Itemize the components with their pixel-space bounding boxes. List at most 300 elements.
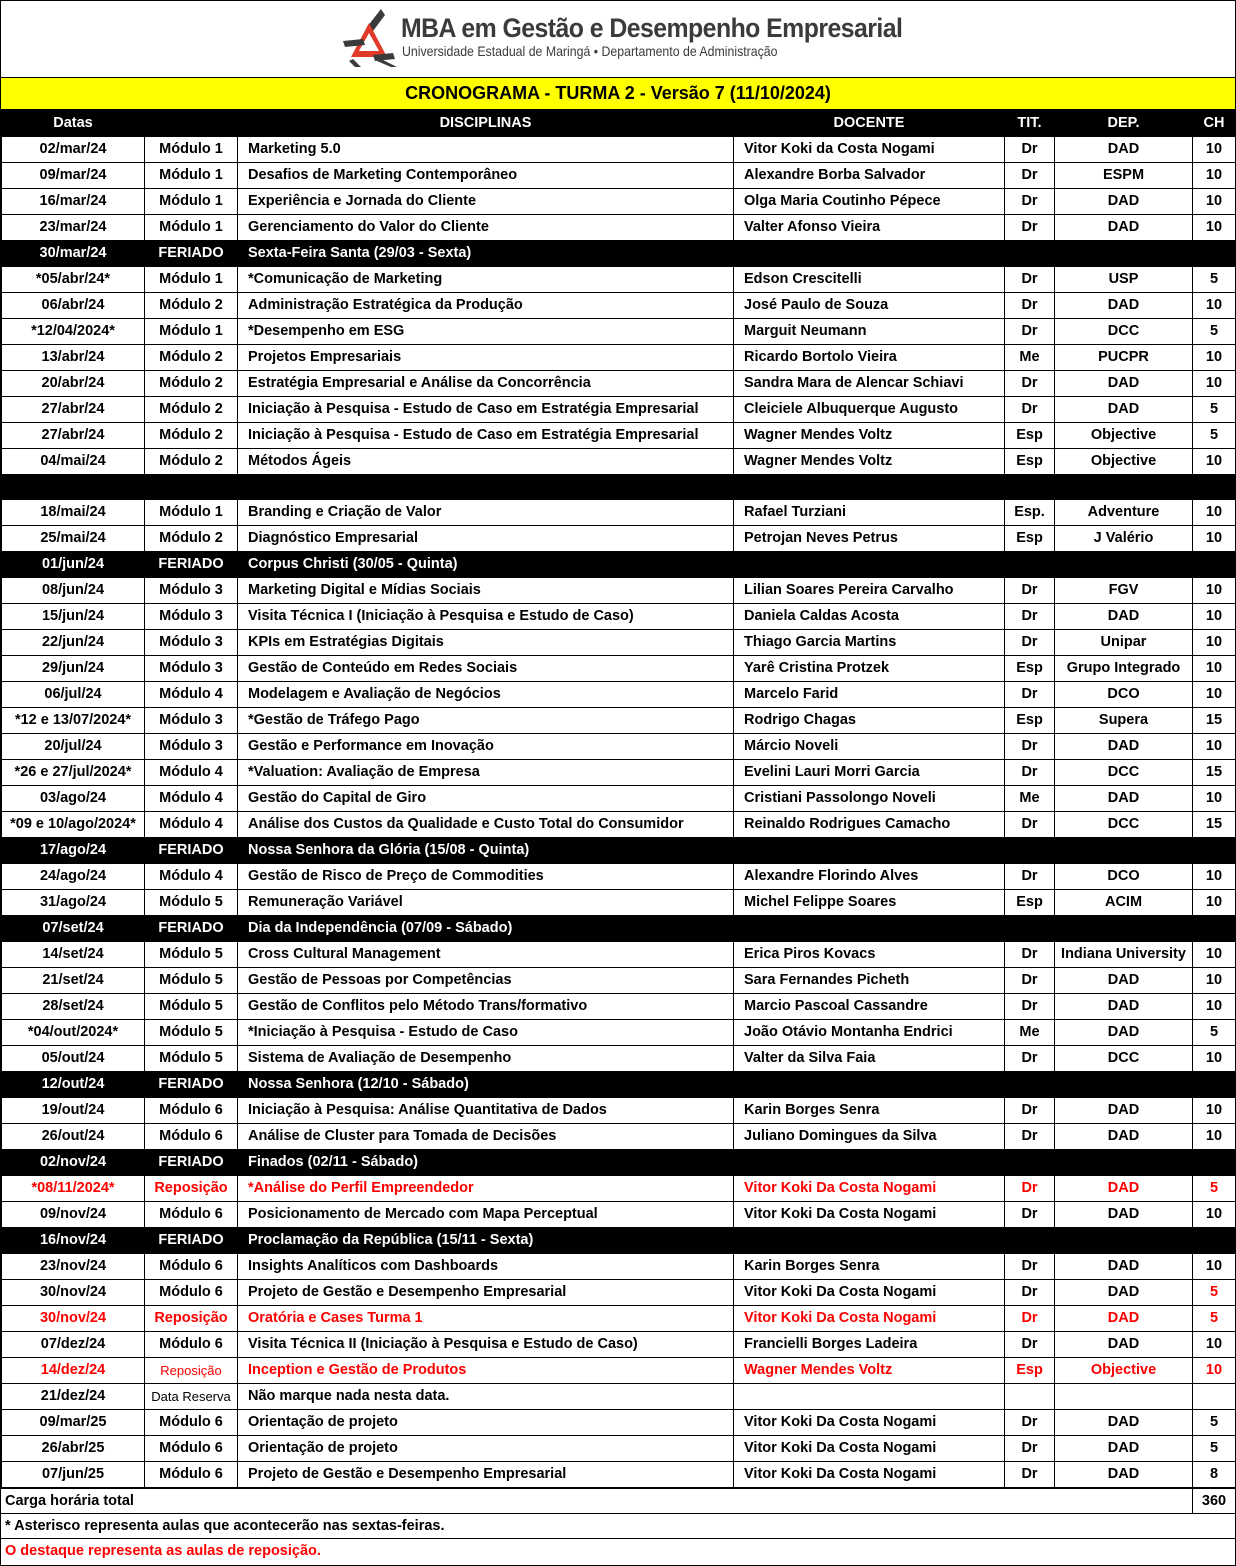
teacher-cell: Cleiciele Albuquerque Augusto bbox=[734, 397, 1005, 423]
teacher-cell: Vitor Koki da Costa Nogami bbox=[734, 137, 1005, 163]
module-cell: Módulo 4 bbox=[145, 760, 238, 786]
dep-cell: ESPM bbox=[1055, 163, 1193, 189]
module-cell: Módulo 5 bbox=[145, 942, 238, 968]
dep-cell: DAD bbox=[1055, 189, 1193, 215]
ch-cell: 10 bbox=[1193, 968, 1236, 994]
dep-cell: DAD bbox=[1055, 1462, 1193, 1488]
dep-cell: DAD bbox=[1055, 1020, 1193, 1046]
date-cell: 02/mar/24 bbox=[2, 137, 145, 163]
table-row bbox=[2, 604, 1236, 630]
discipline-cell: Nossa Senhora (12/10 - Sábado) bbox=[238, 1072, 734, 1098]
dep-cell: DCO bbox=[1055, 682, 1193, 708]
discipline-cell: Oratória e Cases Turma 1 bbox=[238, 1306, 734, 1332]
dep-cell bbox=[1055, 1228, 1193, 1254]
dep-cell: DAD bbox=[1055, 1436, 1193, 1462]
date-cell: 08/jun/24 bbox=[2, 578, 145, 604]
date-cell: *04/out/2024* bbox=[2, 1020, 145, 1046]
date-cell: *12/04/2024* bbox=[2, 319, 145, 345]
date-cell: 09/nov/24 bbox=[2, 1202, 145, 1228]
discipline-cell: Gestão e Performance em Inovação bbox=[238, 734, 734, 760]
holiday-row bbox=[2, 838, 1236, 864]
discipline-cell: Diagnóstico Empresarial bbox=[238, 526, 734, 552]
ch-cell bbox=[1193, 475, 1236, 500]
ch-cell: 10 bbox=[1193, 1098, 1236, 1124]
teacher-cell: Yarê Cristina Protzek bbox=[734, 656, 1005, 682]
holiday-row bbox=[2, 552, 1236, 578]
date-cell: 23/mar/24 bbox=[2, 215, 145, 241]
tit-cell: Dr bbox=[1005, 864, 1055, 890]
date-cell: 06/abr/24 bbox=[2, 293, 145, 319]
discipline-cell: *Iniciação à Pesquisa - Estudo de Caso bbox=[238, 1020, 734, 1046]
tit-cell: Dr bbox=[1005, 267, 1055, 293]
module-cell: FERIADO bbox=[145, 1072, 238, 1098]
teacher-cell: Márcio Noveli bbox=[734, 734, 1005, 760]
tit-cell bbox=[1005, 1384, 1055, 1410]
teacher-cell: Evelini Lauri Morri Garcia bbox=[734, 760, 1005, 786]
date-cell: *05/abr/24* bbox=[2, 267, 145, 293]
module-cell: Data Reserva bbox=[145, 1384, 238, 1410]
discipline-cell: Gestão do Capital de Giro bbox=[238, 786, 734, 812]
table-row bbox=[2, 1254, 1236, 1280]
discipline-cell: Análise de Cluster para Tomada de Decisões bbox=[238, 1124, 734, 1150]
ch-cell bbox=[1193, 838, 1236, 864]
tit-cell: Dr bbox=[1005, 1410, 1055, 1436]
ch-cell bbox=[1193, 1150, 1236, 1176]
table-row bbox=[2, 526, 1236, 552]
ch-cell: 10 bbox=[1193, 1046, 1236, 1072]
discipline-cell: Projetos Empresariais bbox=[238, 345, 734, 371]
module-cell: Módulo 6 bbox=[145, 1124, 238, 1150]
dep-cell bbox=[1055, 1150, 1193, 1176]
discipline-cell: Sexta-Feira Santa (29/03 - Sexta) bbox=[238, 241, 734, 267]
discipline-cell: Insights Analíticos com Dashboards bbox=[238, 1254, 734, 1280]
dep-cell bbox=[1055, 1384, 1193, 1410]
module-cell: Módulo 1 bbox=[145, 267, 238, 293]
tit-cell bbox=[1005, 916, 1055, 942]
teacher-cell: José Paulo de Souza bbox=[734, 293, 1005, 319]
tit-cell: Dr bbox=[1005, 215, 1055, 241]
discipline-cell: Iniciação à Pesquisa - Estudo de Caso em Estratégia Empresarial bbox=[238, 423, 734, 449]
module-cell: Módulo 2 bbox=[145, 449, 238, 475]
tit-cell: Dr bbox=[1005, 1098, 1055, 1124]
module-cell: FERIADO bbox=[145, 552, 238, 578]
date-cell: 14/set/24 bbox=[2, 942, 145, 968]
teacher-cell: Valter Afonso Vieira bbox=[734, 215, 1005, 241]
tit-cell: Dr bbox=[1005, 1176, 1055, 1202]
date-cell: *08/11/2024* bbox=[2, 1176, 145, 1202]
dep-cell: Unipar bbox=[1055, 630, 1193, 656]
dep-cell: DCC bbox=[1055, 812, 1193, 838]
discipline-cell: Proclamação da República (15/11 - Sexta) bbox=[238, 1228, 734, 1254]
date-cell: 09/mar/24 bbox=[2, 163, 145, 189]
discipline-cell: Corpus Christi (30/05 - Quinta) bbox=[238, 552, 734, 578]
teacher-cell: Marguit Neumann bbox=[734, 319, 1005, 345]
dep-cell: DAD bbox=[1055, 604, 1193, 630]
module-cell: Módulo 6 bbox=[145, 1280, 238, 1306]
date-cell: 09/mar/25 bbox=[2, 1410, 145, 1436]
teacher-cell: Ricardo Bortolo Vieira bbox=[734, 345, 1005, 371]
tit-cell: Me bbox=[1005, 786, 1055, 812]
date-cell: 15/jun/24 bbox=[2, 604, 145, 630]
dep-cell: Objective bbox=[1055, 423, 1193, 449]
tit-cell bbox=[1005, 241, 1055, 267]
tit-cell: Dr bbox=[1005, 163, 1055, 189]
dep-cell: DCO bbox=[1055, 864, 1193, 890]
module-cell: Módulo 4 bbox=[145, 786, 238, 812]
ch-cell: 5 bbox=[1193, 1306, 1236, 1332]
tit-cell: Esp bbox=[1005, 890, 1055, 916]
dep-cell: DAD bbox=[1055, 215, 1193, 241]
date-cell: 12/out/24 bbox=[2, 1072, 145, 1098]
module-cell: FERIADO bbox=[145, 916, 238, 942]
table-row bbox=[2, 942, 1236, 968]
table-row bbox=[2, 1410, 1236, 1436]
dep-cell: DAD bbox=[1055, 371, 1193, 397]
discipline-cell: *Desempenho em ESG bbox=[238, 319, 734, 345]
ch-cell: 5 bbox=[1193, 1410, 1236, 1436]
tit-cell: Dr bbox=[1005, 371, 1055, 397]
discipline-cell: Visita Técnica II (Iniciação à Pesquisa e Estudo de Caso) bbox=[238, 1332, 734, 1358]
date-cell: 21/dez/24 bbox=[2, 1384, 145, 1410]
ch-cell: 10 bbox=[1193, 500, 1236, 526]
ch-cell: 10 bbox=[1193, 449, 1236, 475]
module-cell: Módulo 1 bbox=[145, 319, 238, 345]
dep-cell: DAD bbox=[1055, 968, 1193, 994]
teacher-cell bbox=[734, 916, 1005, 942]
discipline-cell: KPIs em Estratégias Digitais bbox=[238, 630, 734, 656]
table-row bbox=[2, 1124, 1236, 1150]
holiday-row bbox=[2, 1150, 1236, 1176]
teacher-cell: Wagner Mendes Voltz bbox=[734, 1358, 1005, 1384]
col-header-tit: TIT. bbox=[1005, 111, 1055, 137]
col-header-disciplinas: DISCIPLINAS bbox=[238, 111, 734, 137]
ch-cell: 10 bbox=[1193, 890, 1236, 916]
date-cell: 22/jun/24 bbox=[2, 630, 145, 656]
tit-cell: Dr bbox=[1005, 1462, 1055, 1488]
ch-cell: 10 bbox=[1193, 189, 1236, 215]
dep-cell: Objective bbox=[1055, 449, 1193, 475]
date-cell: 30/nov/24 bbox=[2, 1306, 145, 1332]
total-row bbox=[1, 1488, 1235, 1513]
logo-subtitle: Universidade Estadual de Maringá • Departamento de Administração bbox=[402, 43, 778, 59]
dep-cell bbox=[1055, 475, 1193, 500]
module-cell: Reposição bbox=[145, 1176, 238, 1202]
discipline-cell: Remuneração Variável bbox=[238, 890, 734, 916]
table-row bbox=[2, 293, 1236, 319]
date-cell: 13/abr/24 bbox=[2, 345, 145, 371]
discipline-cell: Análise dos Custos da Qualidade e Custo Total do Consumidor bbox=[238, 812, 734, 838]
dep-cell: Supera bbox=[1055, 708, 1193, 734]
teacher-cell: Juliano Domingues da Silva bbox=[734, 1124, 1005, 1150]
dep-cell: FGV bbox=[1055, 578, 1193, 604]
date-cell: 17/ago/24 bbox=[2, 838, 145, 864]
discipline-cell: Visita Técnica I (Iniciação à Pesquisa e Estudo de Caso) bbox=[238, 604, 734, 630]
date-cell: *09 e 10/ago/2024* bbox=[2, 812, 145, 838]
ch-cell bbox=[1193, 1072, 1236, 1098]
ch-cell bbox=[1193, 916, 1236, 942]
module-cell: Módulo 5 bbox=[145, 968, 238, 994]
discipline-cell: Iniciação à Pesquisa: Análise Quantitativa de Dados bbox=[238, 1098, 734, 1124]
tit-cell: Esp bbox=[1005, 656, 1055, 682]
tit-cell: Dr bbox=[1005, 942, 1055, 968]
dep-cell: Indiana University bbox=[1055, 942, 1193, 968]
ch-cell: 10 bbox=[1193, 215, 1236, 241]
table-row bbox=[2, 137, 1236, 163]
module-cell: Módulo 6 bbox=[145, 1098, 238, 1124]
module-cell: Módulo 5 bbox=[145, 994, 238, 1020]
teacher-cell: Reinaldo Rodrigues Camacho bbox=[734, 812, 1005, 838]
tit-cell: Dr bbox=[1005, 760, 1055, 786]
module-cell: Módulo 2 bbox=[145, 371, 238, 397]
tit-cell: Dr bbox=[1005, 397, 1055, 423]
date-cell: 06/jul/24 bbox=[2, 682, 145, 708]
ch-cell: 10 bbox=[1193, 293, 1236, 319]
module-cell: Módulo 6 bbox=[145, 1254, 238, 1280]
tit-cell bbox=[1005, 1228, 1055, 1254]
module-cell: Módulo 5 bbox=[145, 1046, 238, 1072]
ch-cell: 10 bbox=[1193, 1254, 1236, 1280]
discipline-cell: Branding e Criação de Valor bbox=[238, 500, 734, 526]
table-row bbox=[2, 812, 1236, 838]
tit-cell: Esp bbox=[1005, 449, 1055, 475]
teacher-cell: Erica Piros Kovacs bbox=[734, 942, 1005, 968]
discipline-cell: Dia da Independência (07/09 - Sábado) bbox=[238, 916, 734, 942]
teacher-cell: Michel Felippe Soares bbox=[734, 890, 1005, 916]
table-row bbox=[2, 1176, 1236, 1202]
total-value: 360 bbox=[1192, 1488, 1235, 1514]
tit-cell bbox=[1005, 1072, 1055, 1098]
teacher-cell bbox=[734, 1228, 1005, 1254]
tit-cell: Dr bbox=[1005, 1332, 1055, 1358]
teacher-cell bbox=[734, 475, 1005, 500]
discipline-cell: Marketing Digital e Mídias Sociais bbox=[238, 578, 734, 604]
date-cell: 23/nov/24 bbox=[2, 1254, 145, 1280]
dep-cell: DCC bbox=[1055, 1046, 1193, 1072]
teacher-cell: Rodrigo Chagas bbox=[734, 708, 1005, 734]
teacher-cell: Sandra Mara de Alencar Schiavi bbox=[734, 371, 1005, 397]
table-row bbox=[2, 786, 1236, 812]
teacher-cell: Sara Fernandes Picheth bbox=[734, 968, 1005, 994]
discipline-cell: Gestão de Risco de Preço de Commodities bbox=[238, 864, 734, 890]
date-cell: 27/abr/24 bbox=[2, 397, 145, 423]
ch-cell bbox=[1193, 241, 1236, 267]
dep-cell: DAD bbox=[1055, 397, 1193, 423]
teacher-cell: Alexandre Florindo Alves bbox=[734, 864, 1005, 890]
teacher-cell: Vitor Koki Da Costa Nogami bbox=[734, 1436, 1005, 1462]
ch-cell: 8 bbox=[1193, 1462, 1236, 1488]
module-cell: Módulo 1 bbox=[145, 215, 238, 241]
table-row bbox=[2, 864, 1236, 890]
date-cell: 01/jun/24 bbox=[2, 552, 145, 578]
tit-cell bbox=[1005, 475, 1055, 500]
module-cell: Módulo 1 bbox=[145, 189, 238, 215]
tit-cell: Dr bbox=[1005, 968, 1055, 994]
table-row bbox=[2, 449, 1236, 475]
ch-cell: 5 bbox=[1193, 1280, 1236, 1306]
teacher-cell bbox=[734, 241, 1005, 267]
module-cell bbox=[145, 475, 238, 500]
page-title: CRONOGRAMA - TURMA 2 - Versão 7 (11/10/2024) bbox=[1, 78, 1235, 110]
discipline-cell: Posicionamento de Mercado com Mapa Perceptual bbox=[238, 1202, 734, 1228]
table-row bbox=[2, 397, 1236, 423]
holiday-row bbox=[2, 1072, 1236, 1098]
ch-cell: 5 bbox=[1193, 319, 1236, 345]
module-cell: Módulo 3 bbox=[145, 630, 238, 656]
ch-cell: 10 bbox=[1193, 682, 1236, 708]
date-cell: 07/jun/25 bbox=[2, 1462, 145, 1488]
ch-cell: 10 bbox=[1193, 137, 1236, 163]
module-cell: Módulo 2 bbox=[145, 526, 238, 552]
tit-cell: Dr bbox=[1005, 1436, 1055, 1462]
ch-cell: 10 bbox=[1193, 656, 1236, 682]
table-row bbox=[2, 630, 1236, 656]
teacher-cell: Vitor Koki Da Costa Nogami bbox=[734, 1410, 1005, 1436]
ch-cell: 10 bbox=[1193, 604, 1236, 630]
module-cell: Módulo 2 bbox=[145, 345, 238, 371]
date-cell: 05/out/24 bbox=[2, 1046, 145, 1072]
module-cell: Reposição bbox=[145, 1306, 238, 1332]
module-cell: Módulo 4 bbox=[145, 812, 238, 838]
teacher-cell: Rafael Turziani bbox=[734, 500, 1005, 526]
dep-cell: DAD bbox=[1055, 293, 1193, 319]
table-row bbox=[2, 1462, 1236, 1488]
table-row bbox=[2, 760, 1236, 786]
discipline-cell: Gestão de Pessoas por Competências bbox=[238, 968, 734, 994]
tit-cell bbox=[1005, 1150, 1055, 1176]
discipline-cell: Cross Cultural Management bbox=[238, 942, 734, 968]
discipline-cell: Orientação de projeto bbox=[238, 1410, 734, 1436]
teacher-cell bbox=[734, 1072, 1005, 1098]
teacher-cell: Olga Maria Coutinho Pépece bbox=[734, 189, 1005, 215]
table-row bbox=[2, 682, 1236, 708]
ch-cell: 10 bbox=[1193, 1202, 1236, 1228]
ch-cell: 10 bbox=[1193, 526, 1236, 552]
date-cell: 26/out/24 bbox=[2, 1124, 145, 1150]
dep-cell: DAD bbox=[1055, 1280, 1193, 1306]
ch-cell: 5 bbox=[1193, 267, 1236, 293]
date-cell: 30/nov/24 bbox=[2, 1280, 145, 1306]
dep-cell bbox=[1055, 241, 1193, 267]
ch-cell: 10 bbox=[1193, 345, 1236, 371]
tit-cell: Me bbox=[1005, 345, 1055, 371]
date-cell: 26/abr/25 bbox=[2, 1436, 145, 1462]
teacher-cell: Marcio Pascoal Cassandre bbox=[734, 994, 1005, 1020]
table-row bbox=[2, 968, 1236, 994]
ch-cell: 10 bbox=[1193, 630, 1236, 656]
dep-cell: DAD bbox=[1055, 1332, 1193, 1358]
ch-cell: 5 bbox=[1193, 1436, 1236, 1462]
date-cell: 07/dez/24 bbox=[2, 1332, 145, 1358]
ch-cell: 10 bbox=[1193, 1332, 1236, 1358]
teacher-cell: Francielli Borges Ladeira bbox=[734, 1332, 1005, 1358]
discipline-cell: Desafios de Marketing Contemporâneo bbox=[238, 163, 734, 189]
dep-cell: DAD bbox=[1055, 1176, 1193, 1202]
tit-cell: Dr bbox=[1005, 604, 1055, 630]
ch-cell bbox=[1193, 552, 1236, 578]
table-row bbox=[2, 1436, 1236, 1462]
dep-cell bbox=[1055, 1072, 1193, 1098]
dep-cell: Adventure bbox=[1055, 500, 1193, 526]
col-header-dep: DEP. bbox=[1055, 111, 1193, 137]
module-cell: Módulo 6 bbox=[145, 1436, 238, 1462]
module-cell: Módulo 3 bbox=[145, 708, 238, 734]
discipline-cell: Experiência e Jornada do Cliente bbox=[238, 189, 734, 215]
date-cell: 02/nov/24 bbox=[2, 1150, 145, 1176]
teacher-cell: Wagner Mendes Voltz bbox=[734, 449, 1005, 475]
ch-cell: 10 bbox=[1193, 942, 1236, 968]
table-row bbox=[2, 1020, 1236, 1046]
tit-cell: Dr bbox=[1005, 137, 1055, 163]
tit-cell: Dr bbox=[1005, 1202, 1055, 1228]
dep-cell: DAD bbox=[1055, 1254, 1193, 1280]
date-cell: 27/abr/24 bbox=[2, 423, 145, 449]
dep-cell bbox=[1055, 838, 1193, 864]
ch-cell: 5 bbox=[1193, 1176, 1236, 1202]
module-cell: Módulo 4 bbox=[145, 682, 238, 708]
teacher-cell: Vitor Koki Da Costa Nogami bbox=[734, 1176, 1005, 1202]
tit-cell: Dr bbox=[1005, 1124, 1055, 1150]
date-cell: 21/set/24 bbox=[2, 968, 145, 994]
teacher-cell: Petrojan Neves Petrus bbox=[734, 526, 1005, 552]
tit-cell: Dr bbox=[1005, 994, 1055, 1020]
date-cell: 20/jul/24 bbox=[2, 734, 145, 760]
tit-cell: Dr bbox=[1005, 734, 1055, 760]
discipline-cell: Não marque nada nesta data. bbox=[238, 1384, 734, 1410]
dep-cell: DAD bbox=[1055, 1124, 1193, 1150]
tit-cell: Esp. bbox=[1005, 500, 1055, 526]
date-cell: 16/nov/24 bbox=[2, 1228, 145, 1254]
teacher-cell: Edson Crescitelli bbox=[734, 267, 1005, 293]
date-cell: 03/ago/24 bbox=[2, 786, 145, 812]
module-cell: FERIADO bbox=[145, 1228, 238, 1254]
date-cell: 14/dez/24 bbox=[2, 1358, 145, 1384]
dep-cell: DAD bbox=[1055, 734, 1193, 760]
ch-cell: 10 bbox=[1193, 163, 1236, 189]
table-row bbox=[2, 734, 1236, 760]
teacher-cell bbox=[734, 1150, 1005, 1176]
table-row bbox=[2, 189, 1236, 215]
holiday-row bbox=[2, 1228, 1236, 1254]
teacher-cell: João Otávio Montanha Endrici bbox=[734, 1020, 1005, 1046]
ch-cell: 5 bbox=[1193, 397, 1236, 423]
discipline-cell: Gestão de Conteúdo em Redes Sociais bbox=[238, 656, 734, 682]
ch-cell: 10 bbox=[1193, 864, 1236, 890]
holiday-row bbox=[2, 916, 1236, 942]
table-row bbox=[2, 1046, 1236, 1072]
ch-cell: 15 bbox=[1193, 708, 1236, 734]
discipline-cell: Estratégia Empresarial e Análise da Concorrência bbox=[238, 371, 734, 397]
date-cell: 28/set/24 bbox=[2, 994, 145, 1020]
dep-cell: DAD bbox=[1055, 1098, 1193, 1124]
col-header-docente: DOCENTE bbox=[734, 111, 1005, 137]
table-row bbox=[2, 215, 1236, 241]
date-cell: 20/abr/24 bbox=[2, 371, 145, 397]
ch-cell: 15 bbox=[1193, 760, 1236, 786]
discipline-cell: Inception e Gestão de Produtos bbox=[238, 1358, 734, 1384]
ch-cell bbox=[1193, 1384, 1236, 1410]
table-row bbox=[2, 267, 1236, 293]
table-row bbox=[2, 1358, 1236, 1384]
dep-cell bbox=[1055, 552, 1193, 578]
module-cell: Módulo 3 bbox=[145, 656, 238, 682]
dep-cell: DAD bbox=[1055, 786, 1193, 812]
dep-cell: DCC bbox=[1055, 760, 1193, 786]
dep-cell: USP bbox=[1055, 267, 1193, 293]
teacher-cell: Vitor Koki Da Costa Nogami bbox=[734, 1280, 1005, 1306]
date-cell: 30/mar/24 bbox=[2, 241, 145, 267]
tit-cell: Dr bbox=[1005, 1306, 1055, 1332]
ch-cell: 10 bbox=[1193, 734, 1236, 760]
